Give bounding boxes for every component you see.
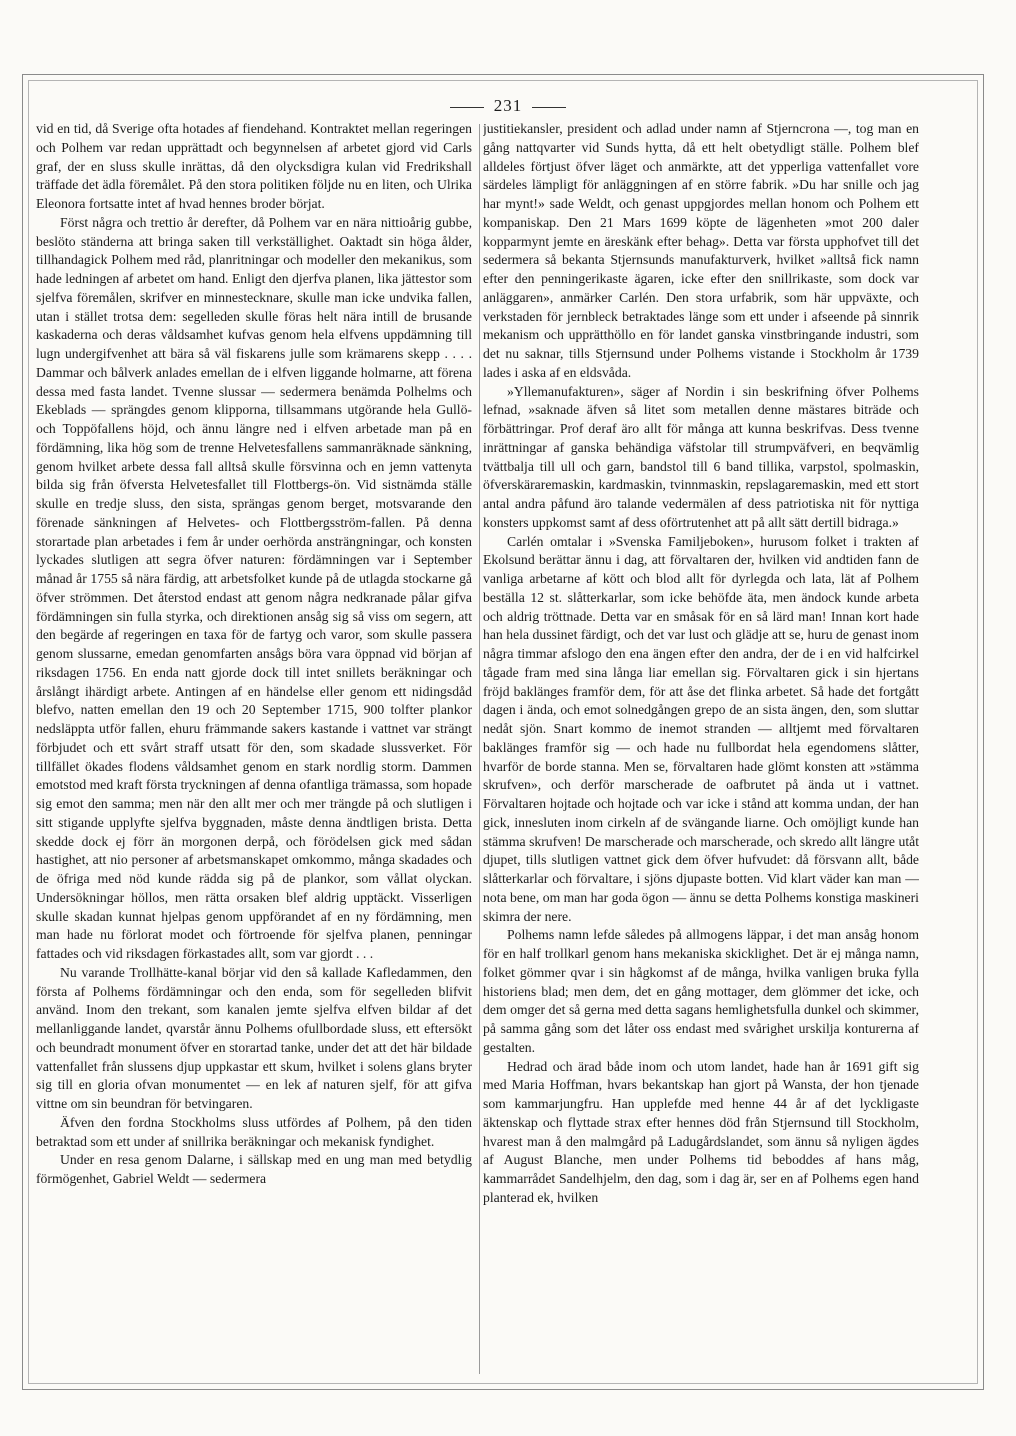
column-divider: [479, 124, 480, 1374]
left-paragraph-5: Under en resa genom Dalarne, i sällskap med en ung man med betydlig förmögenhet, Gabriel Weldt — sedermera: [36, 1152, 472, 1186]
left-column: [36, 120, 472, 1372]
left-paragraph-4: Äfven den fordna Stockholms sluss utfördes af Polhem, på den tiden betraktad som ett under af snillrika beräkningar och mekanisk fyndighet.: [36, 1114, 472, 1149]
right-column: [483, 120, 919, 1372]
left-paragraph-2: Först några och trettio år derefter, då Polhem var en nära nittioårig gubbe, beslöto ständerna att bringa saken till verkställighet. Oaktadt sin höga ålder, tillhandagick Polhem med råd, planritningar och modeller den mekanikus, som hade ledningen af arbetet om hand. Enligt den djerfva planen, lika jättestor som sjelfva föremålen, skrifver en minnestecknare, skulle man icke undvika fallen, utan i stället trotsa dem: segelleden skulle föras helt nära intill de brusande kaskaderna och deras våldsamhet kufvas genom hela elfvens uppdämning till lugn undergifvenhet att bära så väl fiskarens julle som krämarens skepp . . . . Dammar och bålverk anlades emellan de i elfven liggande holmarne, att förena dessa med fasta landet. Tvenne slussar — sedermera benämda Polhelms och Ekeblads — sprängdes genom klipporna, tillsammans utgörande hela Gullö- och Toppöfallens höjd, och ännu längre ned i elfven arbetade man på en fördämning, lika hög som de trenne Helvetesfallens sammanräknade sänkning, genom hvilket arbete dessa fall alltså skulle försvinna och en jemn vattenyta bilda sig från öfversta Helvetesfallet till Flottbergs-ön. Vid sistnämda ställe skulle en tredje sluss, den sista, sprängas genom berget, motsvarande den förenade sänkningen af Helvetes- och Flottbergsström-fallen. På denna storartade plan arbetades i fem år under oerhörda ansträngningar, och konsten lyckades slutligen att segra öfver naturen: fördämningen var i September månad år 1755 så nära färdig, att arbetsfolket kunde på de utlagda stockarne gå öfver strömmen. Det återstod endast att genom några nedkranade pålar gifva fördämningen sin fulla styrka, och direktionen ansåg sig så viss om segern, att den begärde af regeringen en taxa för de fartyg och varor, som skulle passera genom slussarne, emedan genomfarten ansågs böra vara öppnad vid början af riksdagen 1756. En enda natt gjorde dock till intet snillets beräkningar och årslångt ihärdigt arbete. Antingen af en händelse eller genom ett nidingsdåd blefvo, natten emellan den 19 och 20 September 1715, 900 tolfter plankor nedsläppta utför fallen, ehuru främmande sakers kastande i vattnet var strängt förbjudet och ett svårt straff utsatt för den, som skadade slussverket. För tillfället ökades flodens våldsamhet genom en stark nordlig storm. Dammen emotstod med kraft första tryckningen af denna ofantliga trämassa, som hopade sig emot den samma; men när den allt mer och mer trängde på och slutligen i sitt stigande upplyfte sjelfva byggnaden, måste denna ändtligen brista. Detta skedde dock ej förr än morgonen derpå, och förödelsen gick med sådan hastighet, att nio personer af arbetsmanskapet omkommo, många skadades och de öfriga med nöd kunde rädda sig på de plankor, som vållat olyckan. Undersökningar höllos, men rätta orsaken blef aldrig upptäckt. Visserligen skulle skadan kunnat hjelpas genom uppförandet af en ny fördämning, men man hade nu förlorat modet och förtroende för sjelfva planen, penningar fattades och vid riksdagen förkastades allt, som var gjordt . . .: [36, 214, 472, 961]
right-paragraph-5: Hedrad och ärad både inom och utom landet, hade han år 1691 gift sig med Maria Hoffman, hvars bekantskap han gjort på Wansta, der hon tjenade som kammarjungfru. Han upplefde med henne 44 år af det lyckligaste äktenskap och flyttade strax efter hennes död från Stjernsund till Stockholm, hvarest man å den malmgård på Ladugårdslandet, som ännu så nyligen ägdes af August Blanche, men under Polhems tid beboddes af hans måg, kammarrådet Sandelhjelm, den dag, som i dag är, ser en af Polhems egen hand planterad ek, hvilken: [483, 1058, 919, 1205]
page-number: 231: [493, 96, 523, 115]
header-dash-right: [532, 107, 566, 108]
page-number-header: [0, 96, 1016, 116]
left-paragraph-3: Nu varande Trollhätte-kanal börjar vid den så kallade Kafledammen, den första af Polhems fördämningar och den enda, som för segelleden blifvit använd. Inom den trekant, som kanalen jemte sjelfva elfven bildar af det mellanliggande landet, qvarstår ännu Polhems ofullbordade sluss, ett eftersökt och beundradt monument öfver en storartad tanke, under det att det här bildade vattenfallet från slussens djup uppkastar ett skum, hvilket i solens glans bryter sig till en gloria ofvan monumentet — en lek af naturen sjelf, för att gifva vittne om sin beundran för betvingaren.: [36, 964, 472, 1111]
left-paragraph-1: vid en tid, då Sverige ofta hotades af fiendehand. Kontraktet mellan regeringen och Polhem var redan upprättadt och begynnelsen af arbetet gjord vid Carls graf, der en sluss skulle inrättas, då den olycksdigra kulan vid Fredrikshall träffade det ädla föremålet. På den stora politiken följde nu en liten, och Ulrika Eleonora fortsatte intet af hvad hennes broder börjat.: [36, 121, 472, 211]
header-dash-left: [450, 107, 484, 108]
right-paragraph-2: »Yllemanufakturen», säger af Nordin i sin beskrifning öfver Polhems lefnad, »saknade äfven så litet som metallen denne mästares biträde och förbättringar. Prof deraf äro allt för många att kunna beskrifvas. Dess tvenne inrättningar af ganska behändiga väfstolar till strumpväfveri, en beqvämlig tvättbalja till ull och garn, bandstol till 6 band tillika, varpstol, spolmaskin, öfverskäraremaskin, kardmaskin, tvinnmaskin, repslagaremaskin, med ett stort antal andra påfund äro talande vedermälen af dess patriotiska nit för nyttiga konsters uppkomst samt af dess oförtrutenhet att på allt sätt dertill bidraga.»: [483, 383, 919, 530]
right-paragraph-1: justitiekansler, president och adlad under namn af Stjerncrona —, tog man en gång nattqvarter vid Sunds hytta, då ett helt obetydligt ställe. Polhem blef alldeles förtjust öfver läget och anmärkte, att det ypperliga vattenfallet vore särdeles lämpligt för anläggningen af en större fabrik. »Du har snille och jag har mynt!» sade Weldt, och genast uppgjordes mellan honom och Polhem ett kompaniskap. Den 21 Mars 1699 köpte de lägenheten »mot 200 daler kopparmynt jemte en äreskänk efter behag». Detta var första upphofvet till det sedermera så bekanta Stjernsunds manufakturverk, hvilket »alltså fick namn efter den penningerikaste ägaren, icke efter den snillrikaste, som dock var anläggaren», anmärker Carlén. Den stora urfabrik, som här uppväxte, och verkstaden för jernbleck betraktades länge som ett under i afseende på sinnrik mekanism och upprätthöllo en för landet ganska vinstbringande industri, som det nu saknar, tills Stjernsund under Polhems vistande i Stockholm år 1739 lades i aska af en eldsvåda.: [483, 121, 919, 380]
right-paragraph-3: Carlén omtalar i »Svenska Familjeboken», hurusom folket i trakten af Ekolsund berättar ännu i dag, att förvaltaren der, hvilken vid andtiden fann de vanliga arbetarne af kött och blod allt för dyrlegda och lata, lät af Polhem beställa 12 st. slåtterkarlar, som icke behöfde äta, men ändock kunde arbeta och aldrig tröttnade. Detta var en småsak för en så lärd man! Innan kort hade han hela dussinet färdigt, och det var lust och glädje att se, huru de genast inom några timmar afslogo den ena ängen efter den andra, der de i en vid halfcirkel tågade fram med sina långa liar emellan sig. Förvaltaren gick i sin hjertans fröjd baklänges framför dem, för att åse det flinka arbetet. Så hade det fortgått dagen i ända, och emot solnedgången grepo de an sista ängen, den, som sluttar nedåt sjön. Snart kommo de inemot stranden — alltjemt med förvaltaren baklänges framför sig — och hade nu fullbordat hela egendomens slåtter, hvarför de borde stanna. Men se, förvaltaren hade glömt konsten att »stämma skrufven», och derför marscherade de oafbrutet på ända ut i vattnet. Förvaltaren hojtade och hojtade och var icke i stånd att komma undan, der han gick, innesluten inom cirkeln af de svängande liarne. Och omöjligt kunde han stämma skrufven! De marscherade och marscherade, och skredo allt längre utåt djupet, tills slutligen vattnet gick dem öfver hufvudet: då försvann allt, både slåtterkarlar och förvaltare, i sjöns djupaste botten. Vid klart väder kan man — nota bene, om man har goda ögon — ännu se detta Polhems konstiga maskineri skimra der nere.: [483, 533, 919, 924]
right-paragraph-4: Polhems namn lefde således på allmogens läppar, i det man ansåg honom för en half trollkarl genom hans mekaniska skicklighet. Det är ej många namn, folket gömmer qvar i sin hågkomst af de många, hvilka vanligen bruka fylla historiens blad; men dem, det en gång mottager, dem glömmer det icke, och dem omger det så gerna med detta sagans hemlighetsfulla dunkel och skimmer, på samma gång som det låter oss endast med svårighet urskilja konturerna af gestalten.: [483, 927, 919, 1055]
